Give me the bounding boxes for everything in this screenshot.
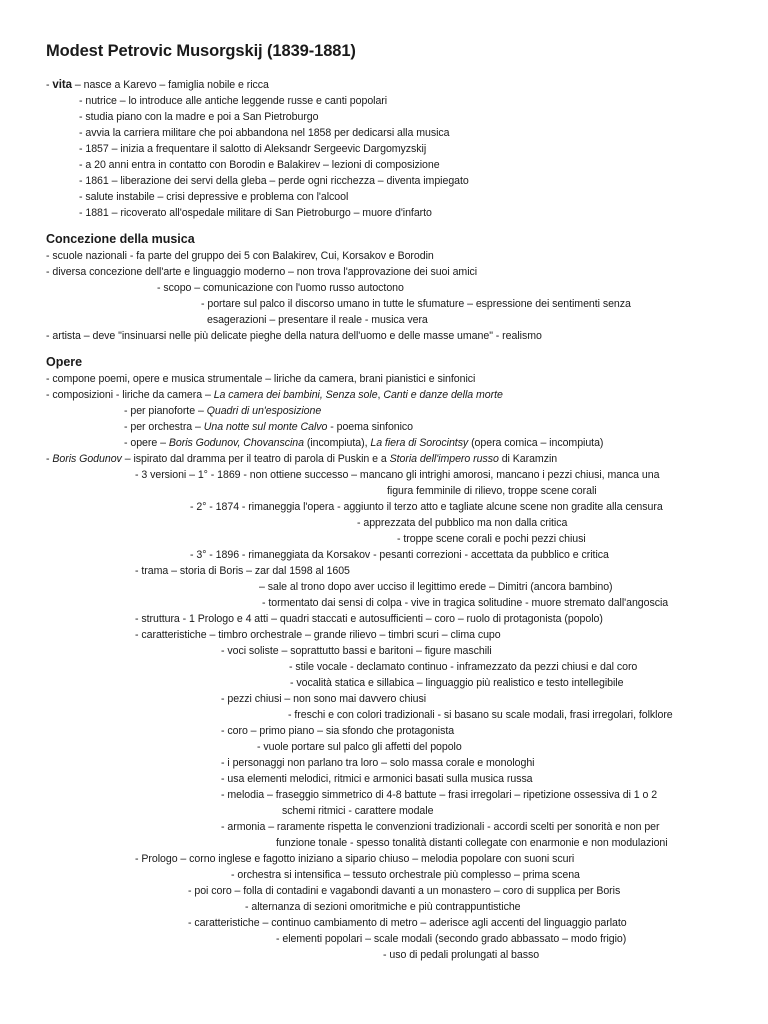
vita-prefix: - bbox=[46, 79, 53, 91]
section-heading-concezione: Concezione della musica bbox=[46, 232, 195, 246]
opere-line: - per pianoforte – Quadri di un'esposizione bbox=[124, 405, 322, 417]
opere-line: - compone poemi, opere e musica strumentale – liriche da camera, brani pianistici e sinfonici bbox=[46, 373, 476, 385]
vita-item: - avvia la carriera militare che poi abbandona nel 1858 per dedicarsi alla musica bbox=[79, 127, 450, 139]
vita-item: - 1857 – inizia a frequentare il salotto di Aleksandr Sergeevic Dargomyzskij bbox=[79, 143, 427, 155]
vita-item: - nutrice – lo introduce alle antiche leggende russe e canti popolari bbox=[79, 95, 388, 107]
vita-item: - 1881 – ricoverato all'ospedale militare di San Pietroburgo – muore d'infarto bbox=[79, 207, 432, 219]
concezione-line: - diversa concezione dell'arte e linguaggio moderno – non trova l'approvazione dei suoi amici bbox=[46, 266, 478, 278]
boris-line: – sale al trono dopo aver ucciso il legittimo erede – Dimitri (ancora bambino) bbox=[259, 581, 613, 593]
boris-line: - 3 versioni – 1° - 1869 - non ottiene successo – mancano gli intrighi amorosi, mancano i pezzi chiusi, manca una bbox=[135, 469, 660, 481]
work-title: Boris Godunov, Chovanscina bbox=[168, 437, 304, 449]
concezione-line: esagerazioni – presentare il reale - musica vera bbox=[207, 314, 428, 326]
vita-line bbox=[46, 79, 269, 92]
vita-item: - a 20 anni entra in contatto con Borodin e Balakirev – lezioni di composizione bbox=[79, 159, 440, 171]
boris-line: - poi coro – folla di contadini e vagabondi davanti a un monastero – coro di supplica per Boris bbox=[188, 885, 621, 897]
boris-line: - trama – storia di Boris – zar dal 1598 al 1605 bbox=[135, 565, 350, 577]
boris-line: - vocalità statica e sillabica – linguaggio più realistico e testo intellegibile bbox=[290, 677, 624, 689]
concezione-line: - artista – deve "insinuarsi nelle più delicate pieghe della natura dell'uomo e delle masse umane" - realismo bbox=[46, 330, 542, 342]
boris-line: - uso di pedali prolungati al basso bbox=[383, 949, 540, 961]
vita-label: vita bbox=[52, 79, 72, 91]
boris-line: - 2° - 1874 - rimaneggia l'opera - aggiunto il terzo atto e tagliate alcune scene non gradite alla censura bbox=[190, 501, 663, 513]
boris-line: - caratteristiche – continuo cambiamento di metro – aderisce agli accenti del linguaggio parlato bbox=[188, 917, 627, 929]
work-title: Boris Godunov bbox=[52, 453, 122, 465]
opere-line: - per orchestra – Una notte sul monte Calvo - poema sinfonico bbox=[124, 421, 414, 433]
concezione-line: - scuole nazionali - fa parte del gruppo dei 5 con Balakirev, Cui, Korsakov e Borodin bbox=[46, 250, 434, 262]
work-title: Canti e danze della morte bbox=[383, 389, 503, 401]
boris-line: - caratteristiche – timbro orchestrale – grande rilievo – timbri scuri – clima cupo bbox=[135, 629, 501, 641]
boris-line: - orchestra si intensifica – tessuto orchestrale più complesso – prima scena bbox=[231, 869, 580, 881]
boris-line: - struttura - 1 Prologo e 4 atti – quadri staccati e autosufficienti – coro – ruolo di protagonista (popolo) bbox=[135, 613, 603, 625]
boris-line: - alternanza di sezioni omoritmiche e più contrappuntistiche bbox=[245, 901, 521, 913]
boris-line: - Prologo – corno inglese e fagotto iniziano a sipario chiuso – melodia popolare con suoni scuri bbox=[135, 853, 575, 865]
boris-line: - troppe scene corali e pochi pezzi chiusi bbox=[397, 533, 586, 545]
opere-line: - opere – Boris Godunov, Chovanscina (incompiuta), La fiera di Sorocintsy (opera comica – incompiuta) bbox=[124, 437, 604, 449]
vita-item: - 1861 – liberazione dei servi della gleba – perde ogni ricchezza – diventa impiegato bbox=[79, 175, 469, 187]
vita-item: - studia piano con la madre e poi a San Pietroburgo bbox=[79, 111, 319, 123]
boris-line: - elementi popolari – scale modali (secondo grado abbassato – modo frigio) bbox=[276, 933, 627, 945]
concezione-line: - portare sul palco il discorso umano in tutte le sfumature – espressione dei sentimenti senza bbox=[201, 298, 631, 310]
page-title: Modest Petrovic Musorgskij (1839-1881) bbox=[46, 42, 356, 60]
boris-line: figura femminile di rilievo, troppe scene corali bbox=[387, 485, 597, 497]
work-title: La camera dei bambini, Senza sole bbox=[213, 389, 378, 401]
boris-line: - pezzi chiusi – non sono mai davvero chiusi bbox=[221, 693, 427, 705]
boris-line: - tormentato dai sensi di colpa - vive in tragica solitudine - muore stremato dall'angoscia bbox=[262, 597, 669, 609]
boris-line: - freschi e con colori tradizionali - si basano su scale modali, frasi irregolari, folklore bbox=[288, 709, 673, 721]
boris-line: - voci soliste – soprattutto bassi e baritoni – figure maschili bbox=[221, 645, 492, 657]
boris-line: - 3° - 1896 - rimaneggiata da Korsakov - pesanti correzioni - accettata da pubblico e critica bbox=[190, 549, 609, 561]
section-heading-opere: Opere bbox=[46, 355, 83, 369]
boris-line: - armonia – raramente rispetta le convenzioni tradizionali - accordi scelti per sonorità e non per bbox=[221, 821, 660, 833]
concezione-line: - scopo – comunicazione con l'uomo russo autoctono bbox=[157, 282, 404, 294]
work-title: Quadri di un'esposizione bbox=[206, 405, 322, 417]
boris-line: - vuole portare sul palco gli affetti del popolo bbox=[257, 741, 462, 753]
work-title: La fiera di Sorocintsy bbox=[370, 437, 469, 449]
boris-line: - melodia – fraseggio simmetrico di 4-8 battute – frasi irregolari – ripetizione ossessiva di 1 o 2 bbox=[221, 789, 658, 801]
boris-line: - usa elementi melodici, ritmici e armonici basati sulla musica russa bbox=[221, 773, 533, 785]
work-title: Una notte sul monte Calvo bbox=[203, 421, 328, 433]
vita-item: - salute instabile – crisi depressive e problema con l'alcool bbox=[79, 191, 349, 203]
work-title: Storia dell'impero russo bbox=[389, 453, 499, 465]
boris-line: - coro – primo piano – sia sfondo che protagonista bbox=[221, 725, 455, 737]
opere-line: - Boris Godunov – ispirato dal dramma per il teatro di parola di Puskin e a Storia dell'impero russo di Karamzin bbox=[46, 453, 558, 465]
vita-first-text: – nasce a Karevo – famiglia nobile e ricca bbox=[72, 79, 269, 91]
boris-line: - i personaggi non parlano tra loro – solo massa corale e monologhi bbox=[221, 757, 535, 769]
boris-line: schemi ritmici - carattere modale bbox=[282, 805, 434, 817]
boris-line: funzione tonale - spesso tonalità distanti collegate con enarmonie e non modulazioni bbox=[276, 837, 668, 849]
boris-line: - apprezzata del pubblico ma non dalla critica bbox=[357, 517, 568, 529]
opere-line: - composizioni - liriche da camera – La camera dei bambini, Senza sole, Canti e danze della morte bbox=[46, 389, 503, 401]
boris-line: - stile vocale - declamato continuo - inframezzato da pezzi chiusi e dal coro bbox=[289, 661, 638, 673]
